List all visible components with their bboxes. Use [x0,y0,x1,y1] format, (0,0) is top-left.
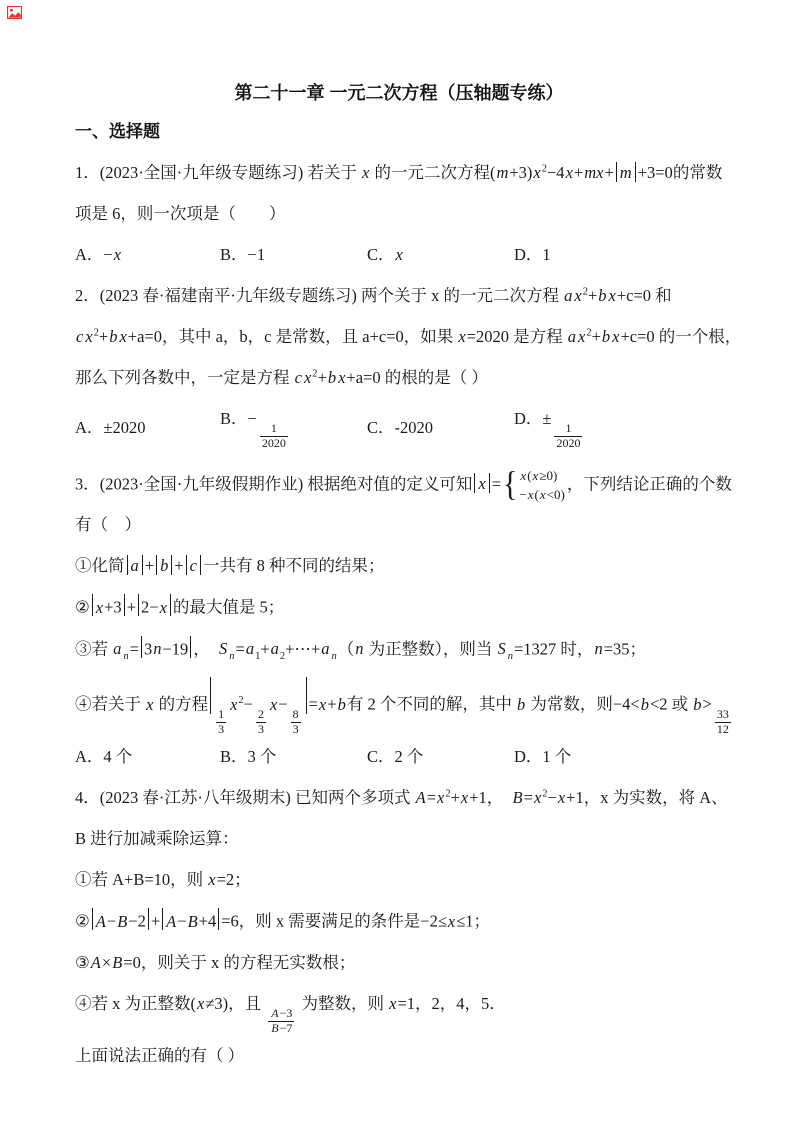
question-block [75,465,732,770]
options-row [75,744,723,770]
question-line: ② x+3 + 2−x 的最大值是 5； [75,594,723,621]
option-label: C． [367,746,395,766]
page-title: 第二十一章 一元二次方程（压轴题专练） [234,83,564,103]
abs-bar [306,677,307,713]
question-line: ①若 A+B=10，则 x=2； [75,869,251,889]
options-row [75,406,723,451]
question-line: 那么下列各数中，一定是方程 c $x^2+b$ x+a=0 的根的是（ ） [75,368,488,387]
question-line: 项是 6，则一次项是（ ） [75,204,286,223]
option-item: C．2 个 [367,746,424,766]
question-line: ② A−B−2 + A−B+4 =6，则 x 需要满足的条件是−2≤x≤1； [75,908,723,935]
abs-bar [474,473,475,493]
question-line: ①化简 a + b + c 一共有 8 种不同的结果； [75,555,385,575]
option-label: A． [75,746,104,766]
option-label: B． [220,746,248,766]
abs-bar [156,555,157,575]
abs-bar [92,908,93,930]
abs-bar [210,677,211,713]
question-line: B 进行加减乘除运算： [75,828,239,848]
option-item: A．−x [75,245,122,264]
questions-container [75,160,742,1069]
question-block [75,785,728,1069]
option-label: D． [514,245,543,264]
option-label: D． [514,409,543,428]
abs-bar [635,162,636,182]
option-item: A．±2020 [75,418,146,438]
question-line: ④若 x 为正整数(x≠3)，且 $\frac{A-3}{B-7}$ 为整数，则 x=1，2，4，5． [75,993,506,1035]
fraction: $\frac{A-3}{B-7}$ [268,1007,294,1036]
options-row [75,242,723,268]
option-item: B．−1 [220,245,266,264]
fraction: $\frac{2}{3}$ [257,707,264,737]
question-block [75,283,742,451]
option-item: D．± $\frac{1}{2020}$ [514,409,581,451]
abs-bar [92,594,93,616]
fraction: $\frac{1}{3}$ [218,707,225,737]
question-line: ③A×B=0，则关于 x 的方程无实数根； [75,952,356,972]
option-item: B．− $\frac{1}{2020}$ [220,409,286,451]
section-heading: 一、选择题 [75,122,160,141]
abs-bar [141,636,142,658]
option-item: D．1 个 [514,746,572,766]
abs-bar [148,908,149,930]
abs-bar [489,473,490,493]
option-label: A． [75,418,104,438]
question-line: 有（ ） [75,514,141,534]
option-label: A． [75,245,104,264]
option-item: B．3 个 [220,746,277,766]
question-line: 3．(2023·全国·九年级假期作业) 根据绝对值的定义可知 x = { x(x≥0) −x(x<0) ，下列结论正确的个数 [75,465,732,504]
option-label: B． [220,409,248,428]
fraction: $\frac{1}{2020}$ [556,421,581,451]
abs-bar [127,555,128,575]
option-item: C．-2020 [367,418,434,438]
brace-glyph: { [503,465,518,504]
abs-bar [142,555,143,575]
abs-bar [616,162,617,182]
fraction: $\frac{8}{3}$ [292,707,299,737]
abs-bar [124,594,125,616]
option-item: D．1 [514,245,551,264]
question-line: 4．(2023 春·江苏·八年级期末) 已知两个多项式 $A=x^2+x+1$， $B=x^2-x+1$，x 为实数，将 A、 [75,787,728,807]
question-block [75,160,723,268]
option-label: C． [367,245,395,264]
abs-bar [138,594,139,616]
question-line: c $x^2+b$ x+a=0，其中 a，b，c 是常数，且 a+c=0，如果 x=2020 是方程 a $x^2+b$ x+c=0 的一个根， [76,327,742,346]
abs-bar [190,636,191,658]
option-item: A．4 个 [75,746,133,766]
broken-image-icon [7,6,22,19]
question-line: ③若 a $_n$= 3n−19 ， S $_n=a_1+a_2+\cdots+a$ $_n$（n 为正整数），则当 S $_n$=1327 时，n=35； [75,636,723,663]
option-item: C．x [367,245,403,264]
question-line: 2．(2023 春·福建南平·九年级专题练习) 两个关于 x 的一元二次方程 a $x^2+b$ x+c=0 和 [75,286,672,305]
abs-bar [162,908,163,930]
question-line: 1．(2023·全国·九年级专题练习) 若关于 x 的一元二次方程$(m+3)x^2-4x+mx+ m +3=0$的常数 [75,163,723,182]
option-label: C． [367,418,395,438]
fraction: $\frac{1}{2020}$ [261,421,286,451]
abs-bar [170,594,171,616]
abs-bar [186,555,187,575]
question-line: ④若关于 x 的方程 $\frac{1}{3}$ $x^2-$ $\frac{2}{3}$ x− $\frac{8}{3}$ =x+b有 2 个不同的解，其中 b 为常数，则−4<b<2 或 b> $\frac{33}{12}$ [75,677,723,737]
option-label: B． [220,245,248,264]
abs-bar [171,555,172,575]
fraction: $\frac{33}{12}$ [716,707,729,737]
abs-bar [218,908,219,930]
abs-bar [200,555,201,575]
piecewise-cases: { x(x≥0) −x(x<0) [503,465,565,504]
question-line: 上面说法正确的有（ ） [75,1045,245,1065]
option-label: D． [514,746,543,766]
